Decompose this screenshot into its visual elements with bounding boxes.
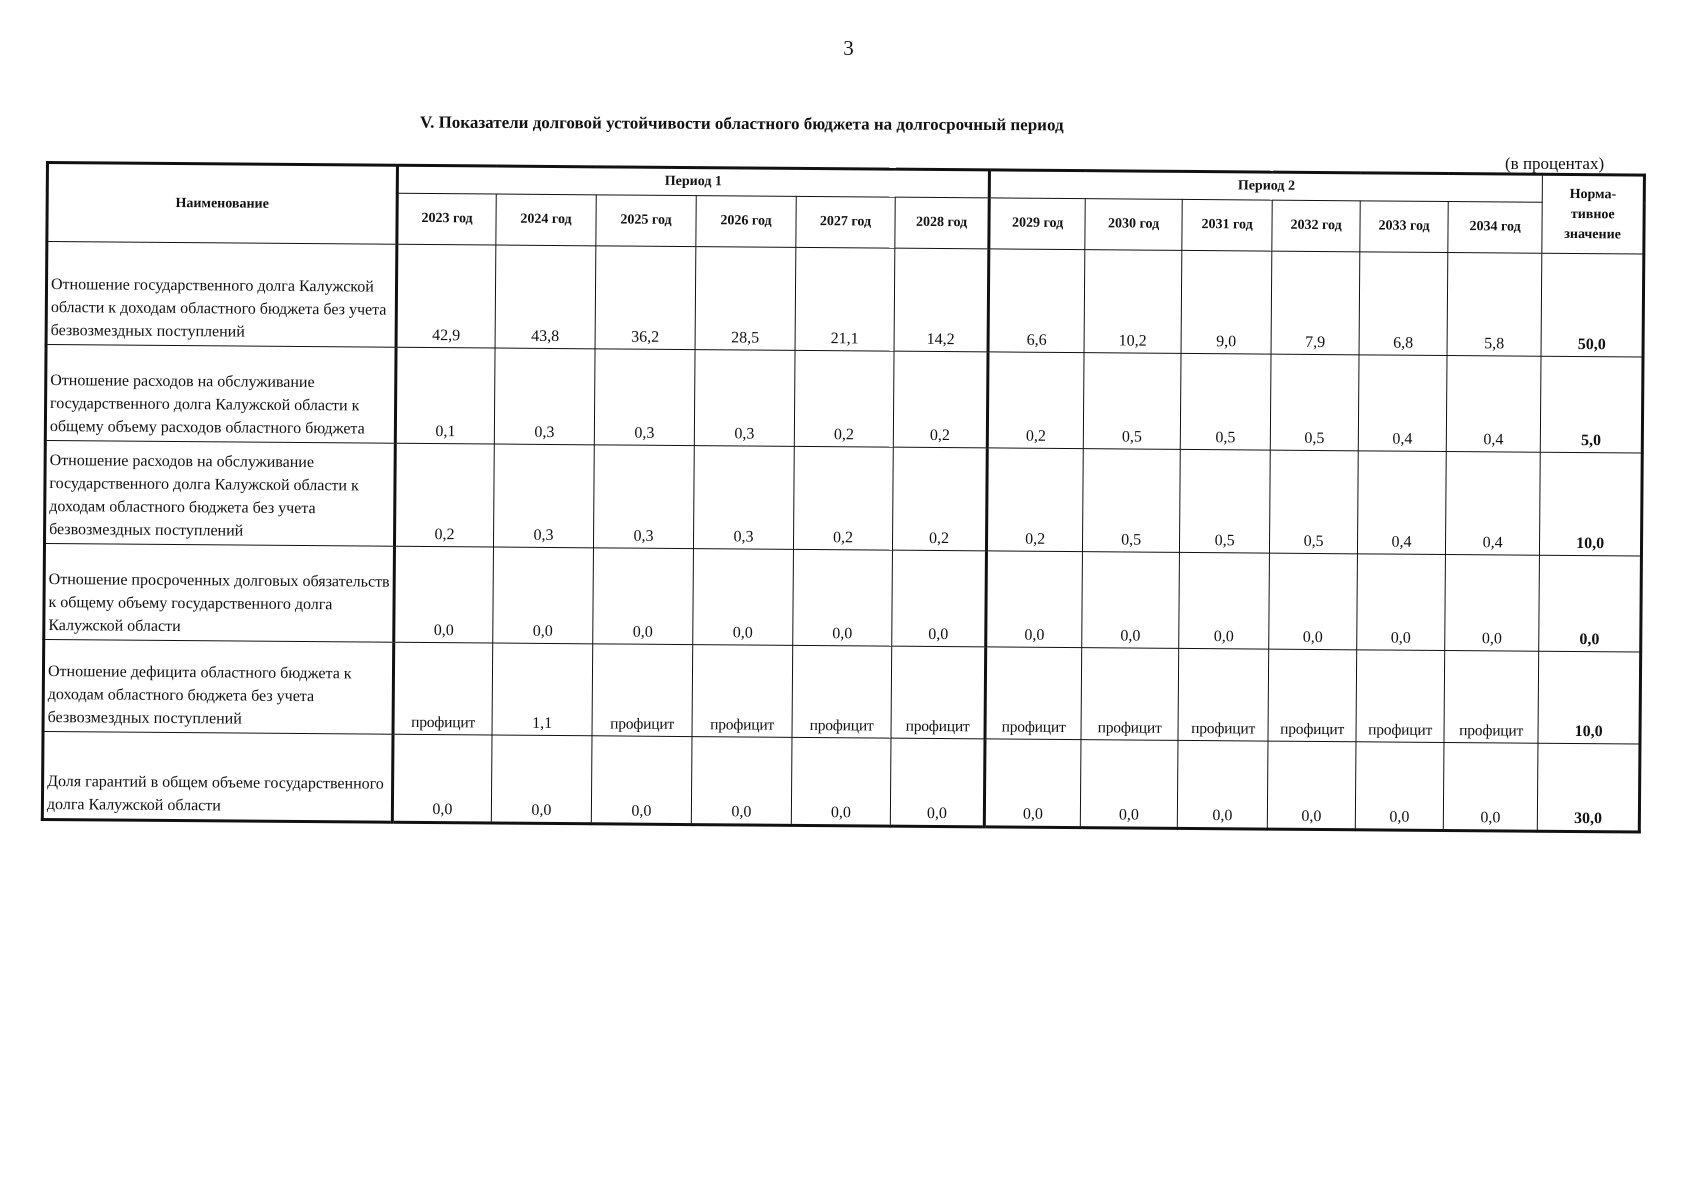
row-value-cell: 0,0: [791, 737, 891, 826]
row-value-cell: 36,2: [595, 246, 696, 350]
row-indicator-name: Отношение расходов на обслуживание государственного долга Калужской области к доходам областного бюджета без учета безвозмездных поступлений: [44, 441, 395, 547]
row-value-cell: 0,0: [984, 739, 1081, 828]
row-value-cell: 7,9: [1271, 251, 1360, 355]
row-value-cell: 0,3: [693, 446, 794, 550]
row-value-cell: 0,0: [1267, 741, 1356, 830]
row-value-cell: 0,0: [691, 737, 792, 826]
row-value-cell: профицит: [692, 645, 793, 738]
row-value-cell: 0,0: [793, 549, 893, 646]
row-value-cell: 0,5: [1270, 450, 1359, 554]
row-value-cell: 0,3: [593, 445, 694, 549]
row-value-cell: 0,3: [493, 444, 594, 548]
row-value-cell: 0,0: [491, 735, 592, 824]
units-note: (в процентах): [1505, 154, 1605, 173]
table-row: [45, 345, 1643, 454]
header-norm-line3: значение: [1564, 226, 1621, 242]
row-value-cell: 0,2: [892, 447, 987, 551]
header-norm-line1: Норма-: [1569, 186, 1617, 202]
row-value-cell: профицит: [1178, 648, 1269, 741]
row-norm-value: 30,0: [1537, 743, 1640, 832]
header-year: 2028 год: [895, 197, 989, 249]
row-value-cell: 0,3: [694, 350, 795, 447]
row-value-cell: 0,2: [987, 352, 1084, 449]
row-value-cell: 0,0: [1357, 554, 1446, 651]
row-value-cell: 0,5: [1180, 449, 1271, 553]
row-value-cell: 9,0: [1181, 250, 1272, 354]
header-year: 2027 год: [796, 196, 895, 248]
row-value-cell: 10,2: [1084, 250, 1182, 354]
row-value-cell: 0,0: [1355, 742, 1444, 831]
row-value-cell: 0,1: [395, 347, 495, 444]
row-norm-value: 10,0: [1538, 651, 1641, 744]
row-value-cell: 0,0: [890, 738, 985, 827]
row-value-cell: 0,3: [494, 348, 595, 445]
header-year: 2024 год: [496, 194, 596, 246]
header-year: 2031 год: [1182, 199, 1272, 251]
header-year: 2030 год: [1085, 199, 1182, 251]
header-year: 2025 год: [596, 195, 696, 247]
row-value-cell: 6,6: [988, 249, 1085, 353]
header-year: 2032 год: [1272, 200, 1360, 252]
row-value-cell: 0,2: [394, 443, 494, 547]
row-value-cell: 0,0: [593, 548, 694, 645]
row-value-cell: 0,3: [594, 349, 695, 446]
row-indicator-name: Отношение государственного долга Калужской области к доходам областного бюджета без учета безвозмездных поступлений: [46, 242, 397, 348]
row-value-cell: 0,4: [1446, 356, 1541, 453]
indicators-table-wrap: [41, 161, 1646, 834]
row-value-cell: профицит: [393, 642, 493, 735]
row-indicator-name: Доля гарантий в общем объеме государственного долга Калужской области: [42, 731, 393, 822]
row-value-cell: 0,0: [986, 551, 1083, 648]
section-title: V. Показатели долговой устойчивости областного бюджета на долгосрочный период: [419, 112, 1064, 135]
row-value-cell: 0,5: [1083, 449, 1181, 553]
row-value-cell: профицит: [1268, 649, 1357, 742]
row-norm-value: 5,0: [1540, 356, 1643, 453]
row-value-cell: 0,4: [1358, 355, 1447, 452]
table-row: [44, 544, 1642, 653]
row-value-cell: профицит: [985, 647, 1082, 740]
row-value-cell: профицит: [1081, 648, 1179, 741]
table-row: [44, 441, 1642, 557]
row-norm-value: 50,0: [1541, 253, 1644, 357]
table-body: [42, 242, 1644, 833]
row-value-cell: 0,5: [1083, 353, 1181, 450]
row-indicator-name: Отношение просроченных долговых обязательств к общему объему государственного долга Калужской области: [44, 544, 395, 643]
row-value-cell: 0,5: [1270, 354, 1359, 451]
table-row: [46, 242, 1644, 358]
debt-sustainability-table: [41, 161, 1646, 834]
row-value-cell: 28,5: [695, 247, 796, 351]
row-value-cell: 0,0: [493, 547, 594, 644]
row-indicator-name: Отношение расходов на обслуживание государственного долга Калужской области к общему объему расходов областного бюджета: [45, 345, 396, 444]
row-value-cell: 0,0: [892, 550, 987, 647]
row-indicator-name: Отношение дефицита областного бюджета к доходам областного бюджета без учета безвозмездных поступлений: [43, 639, 394, 734]
table-row: [42, 731, 1640, 832]
row-value-cell: 1,1: [492, 643, 593, 736]
row-value-cell: 0,0: [1443, 742, 1538, 831]
header-year: 2023 год: [397, 193, 496, 245]
row-value-cell: 6,8: [1359, 252, 1448, 356]
row-value-cell: 0,0: [1179, 552, 1270, 649]
row-value-cell: профицит: [592, 644, 693, 737]
header-name: Наименование: [47, 163, 398, 245]
row-value-cell: 0,0: [693, 549, 794, 646]
row-value-cell: 43,8: [495, 245, 596, 349]
row-value-cell: 0,0: [394, 546, 494, 643]
page-number: 3: [843, 36, 854, 60]
row-value-cell: 42,9: [396, 244, 496, 348]
row-value-cell: 0,0: [1269, 553, 1358, 650]
row-value-cell: 0,4: [1445, 452, 1540, 556]
table-row: [43, 639, 1641, 744]
header-period-2: Период 2: [989, 170, 1542, 202]
row-value-cell: 0,2: [987, 448, 1084, 552]
header-year: 2033 год: [1360, 201, 1448, 253]
row-value-cell: 0,5: [1180, 353, 1271, 450]
header-period-1: Период 1: [397, 165, 989, 198]
row-value-cell: 0,0: [392, 734, 492, 823]
row-norm-value: 0,0: [1539, 555, 1642, 652]
row-norm-value: 10,0: [1540, 452, 1643, 556]
header-norm: [1542, 174, 1645, 254]
header-year: 2026 год: [696, 196, 796, 248]
header-year: 2029 год: [989, 198, 1085, 250]
row-value-cell: 21,1: [795, 247, 895, 351]
row-value-cell: 14,2: [894, 248, 989, 352]
row-value-cell: 0,0: [1082, 552, 1180, 649]
row-value-cell: 0,0: [1445, 555, 1540, 652]
row-value-cell: 0,2: [793, 446, 893, 550]
row-value-cell: 0,2: [893, 351, 988, 448]
row-value-cell: профицит: [1356, 650, 1445, 743]
row-value-cell: 0,0: [591, 736, 692, 825]
row-value-cell: 0,2: [794, 350, 894, 447]
row-value-cell: 5,8: [1447, 253, 1542, 357]
row-value-cell: профицит: [792, 645, 892, 738]
header-norm-line2: тивное: [1570, 206, 1615, 222]
row-value-cell: профицит: [891, 646, 986, 739]
row-value-cell: профицит: [1444, 651, 1539, 744]
row-value-cell: 0,0: [1080, 740, 1178, 829]
header-year: 2034 год: [1448, 202, 1542, 254]
row-value-cell: 0,4: [1358, 451, 1447, 555]
row-value-cell: 0,0: [1177, 740, 1268, 829]
